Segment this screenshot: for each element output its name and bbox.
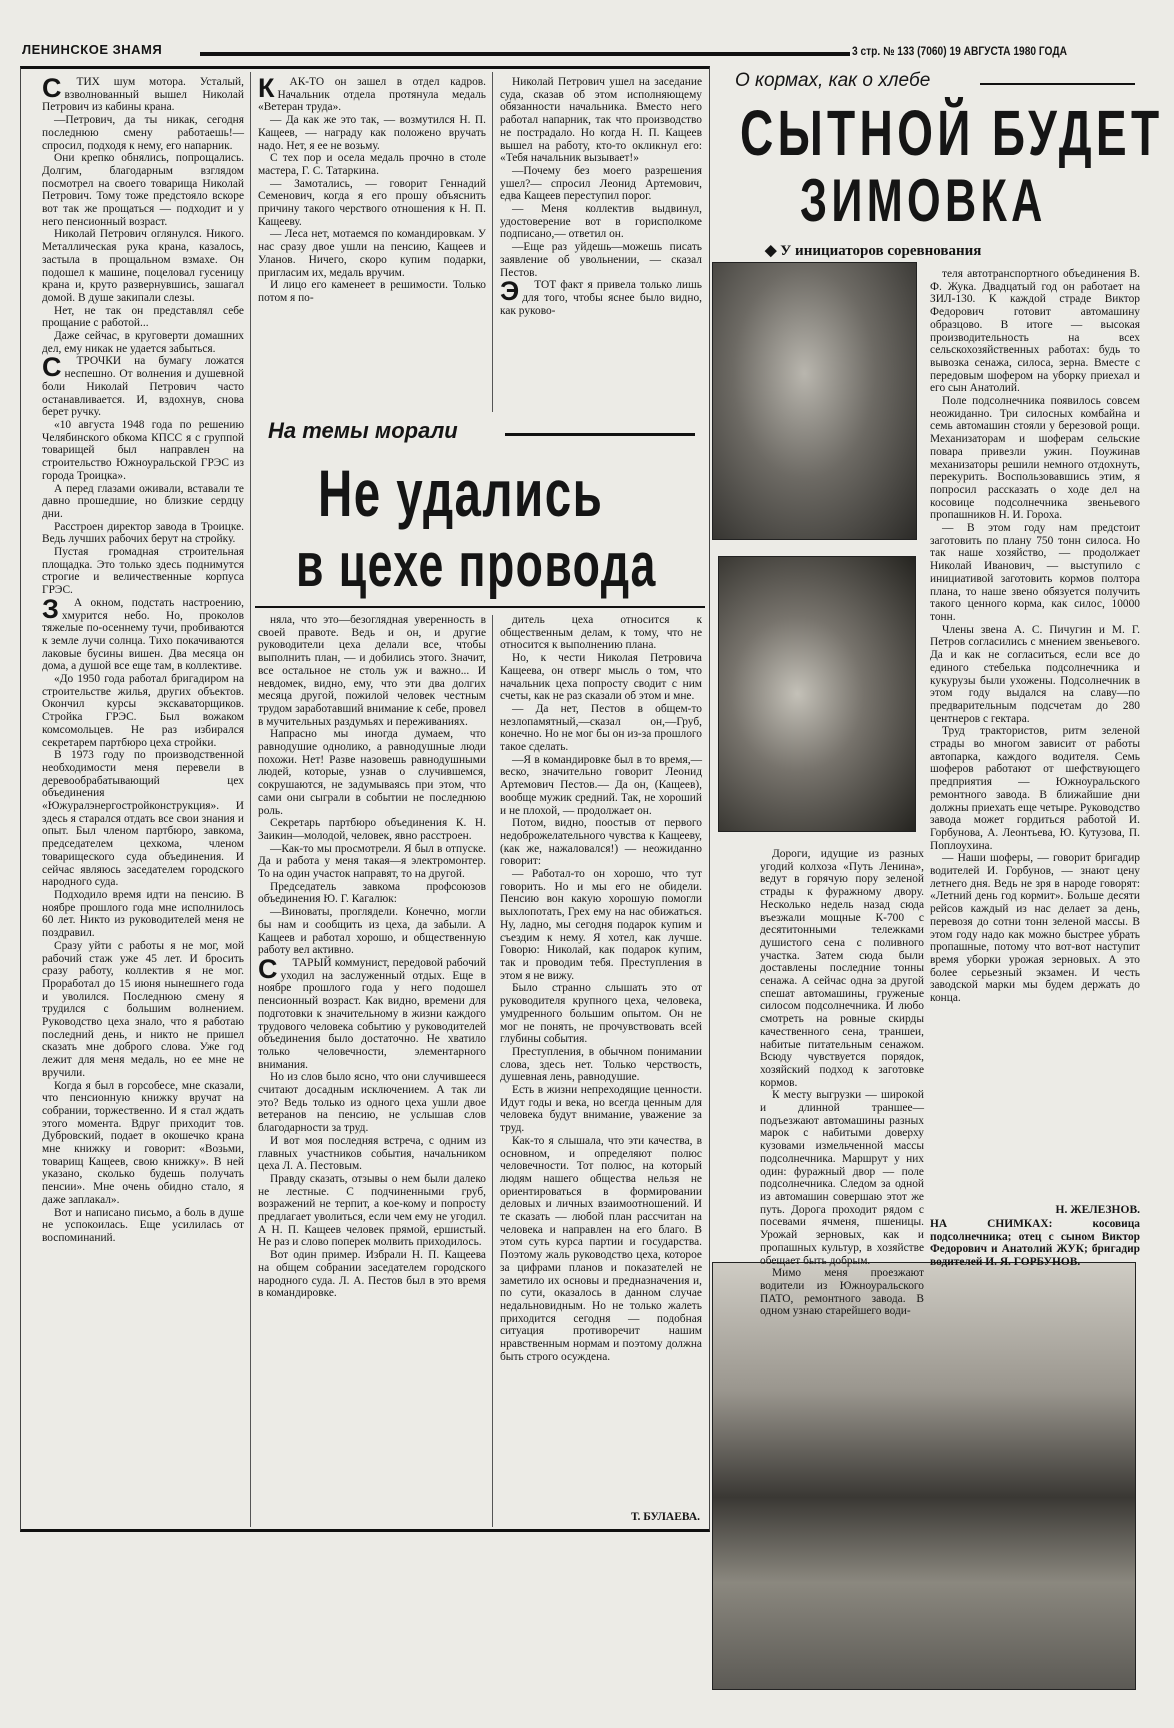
headline-line1: Не удались (318, 456, 604, 530)
paragraph: СТРОЧКИ на бумагу ложатся неспешно. От волнения и душевной боли Николай Петрович часто останавливается. И, вздохнув, снова берет ручку. (42, 352, 244, 419)
subheadline: ◆ У инициаторов соревнования (765, 243, 982, 259)
paragraph: Но из слов было ясно, что они случившееся считают досадным исключением. А так ли это? Ведь только из одного цеха ушли двое ветеранов на пенсию, не услышав слов благодарности за труд. (258, 1071, 486, 1135)
paragraph: Правду сказать, отзывы о нем были далеко не лестные. С подчиненными груб, возражений не терпит, а кое-кому и попросту предлагает уволиться, если чем ему не угодил. А Н. П. Кащеев человек прямой, ершистый. Не раз и слово поперек молвить приходилось. (258, 1172, 486, 1249)
paragraph: СТИХ шум мотора. Усталый, взволнованный вышел Николай Петрович из кабины крана. (42, 73, 244, 114)
paragraph: Есть в жизни непреходящие ценности. Идут годы и века, но всегда ценным для человека будут внимание, уважение за труд. (500, 1084, 702, 1135)
paragraph: —Я в командировке был в то время,— веско, значительно говорит Леонид Артемович Пестов.— Да он, (Кащеев), вообще мужик средний. Так, не хороший и не плохой, — продолжает он. (500, 753, 702, 817)
paragraph: В 1973 году по производственной необходимости меня перевели в деревообрабатывающий цех объединения «Южуралэнергостройконструкция». И здесь я старался отдать все свои знания и опыт. Был членом партбюро, завкома, председателем цехкома, членом товарищеского суда объединения. И сейчас являюсь заседателем городского народного суда. (42, 749, 244, 889)
paragraph: Когда я был в горсобесе, мне сказали, что пенсионную книжку вручат на собрании, торжественно. И я стал ждать этого момента. Вдруг приходит тов. Дубровский, подает в окошечко крана мне книжку и говорит: «Возьми, товарищ Кащеев, свою книжку». В ней указано, сколько будешь получать пенсии». Мне очень обидно стало, я даже заплакал». (42, 1079, 244, 1206)
paragraph: Сразу уйти с работы я не мог, мой рабочий стаж уже 45 лет. И бросить сразу работу, коллектив я не мог. Проработал до 15 июня нынешнего года и уволился. Последнюю смену я трудился с большим волнением. Руководство цеха знало, что я работаю последний день, и никто не пришел сказать мне доброго слова. Уже год лежит для меня медаль, но ее мне не вручили. (42, 939, 244, 1079)
column-divider (492, 615, 493, 1527)
paragraph: — Замотались, — говорит Геннадий Семенович, когда я его прошу объяснить причину такого черствого отношения к Н. П. Кащееву. (258, 177, 486, 228)
paragraph: Труд трактористов, ритм зеленой страды во многом зависит от работы автопарка, каждого водителя. Семь шоферов работают от шефствующего предприятия — Южноуральского ремонтного завода. В ближайшие дни должны приехать еще четыре. Руководство завода может гордиться работой И. Горбунова, А. Леонтьева, Ю. Кутузова, П. Поплоухина. (930, 725, 1140, 852)
masthead-rule (200, 52, 850, 56)
paragraph: — В этом году нам предстоит заготовить по плану 750 тонн силоса. Но так наше хозяйство, — продолжает Николай Иванович, — выступило с инициативой заготовить кормов полтора плана, то наше звено обязуется получить такого ценного корма, как силос, 10000 тонн. (930, 522, 1140, 623)
paragraph: — Да как же это так, — возмутился Н. П. Кащеев, — награду как положено вручать надо. Нет, я ее не возьму. (258, 114, 486, 152)
paragraph: — Да нет, Пестов в общем-то незлопамятный,—сказал он,—Груб, конечно. Но не мог бы он из-за прошлого такое сделать. (500, 702, 702, 754)
paragraph: А перед глазами оживали, вставали те давно прошедшие, но близкие сердцу дни. (42, 482, 244, 520)
paragraph: Вот и написано письмо, а боль в душе не успокоилась. Еще усилилась от воспоминаний. (42, 1206, 244, 1244)
photo-father-and-son (712, 262, 917, 540)
paragraph: Председатель завкома профсоюзов объединения Ю. Г. Кагалюк: (258, 880, 486, 906)
right-col-middle (760, 848, 924, 1318)
paragraph: Расстроен директор завода в Троицке. Ведь лучших рабочих берут на стройку. (42, 520, 244, 546)
column-divider (492, 72, 493, 412)
left-col2-top (258, 73, 486, 305)
paragraph: —Еще раз уйдешь—можешь писать заявление об увольнении, — сказал Пестов. (500, 241, 702, 279)
headline-line1: СЫТНОЙ БУДЕТ (740, 97, 1164, 169)
rubric-rule (505, 433, 695, 436)
paragraph: Секретарь партбюро объединения К. Н. Заикин—молодой, человек, явно расстроен. (258, 817, 486, 842)
paragraph: «До 1950 года работал бригадиром на строительстве жилья, других объектов. Окончил курсы экскаваторщиков. Стройка ГРЭС. Был вожаком комсомольцев. Не раз избирался секретарем партбюро цеха стройки. (42, 673, 244, 749)
paragraph: — Наши шоферы, — говорит бригадир водителей И. Горбунов, — знают цену летнего дня. Ведь не зря в народе говорят: «Летний день год кормит». Больше десяти рейсов каждый из нас делает за день, перевозя до сотни тонн зеленой массы. В этом году надо как можно быстрее убрать пропашные, потому что вот-вот наступит время уборки урожая зерновых. А это более серьезный экзамен. И честь заводской марки мы будем держать до конца. (930, 852, 1140, 1005)
paragraph: «10 августа 1948 года по решению Челябинского обкома КПСС я с группой товарищей был направлен на строительство Южноуральской ГРЭС из города Троицка». (42, 418, 244, 482)
paragraph: ЭТОТ факт я привела только лишь для того, чтобы яснее было видно, как руково- (500, 276, 702, 317)
author-signature: Н. ЖЕЛЕЗНОВ. (1055, 1204, 1140, 1216)
rubric: О кормах, как о хлебе (735, 70, 931, 91)
paragraph: К месту выгрузки — широкой и длинной траншее—подъезжают автомашины разных марок с набитыми доверху кузовами измельченной массы подсолнечника. Маршрут у них один: фуражный двор — поле подсолнечника. Следом за одной из автомашин совершаю этот же путь. Дорога проходит рядом с посевами ячменя, пшеницы. Урожай зерновых, как и пропашных культур, в хозяйстве обещает быть добрым. (760, 1089, 924, 1267)
subhead-text: У инициаторов соревнования (780, 243, 982, 259)
paragraph: няла, что это—безоглядная уверенность в своей правоте. Ведь и он, и другие руководители цеха делали все, чтобы выполнить план, — и добились этого. Значит, все остальное не столь уж и важно... И невдомек, видно, ему, что эти два долгих месяца другой, пожилой человек честным трудом заработавший внимание к себе, провел в мучительных раздумьях и переживаниях. (258, 614, 486, 728)
rubric-rule (980, 83, 1135, 85)
paragraph: Потом, видно, поостыв от первого недоброжелательного чувства к Кащееву, (как же, нажаловался!) — неожиданно говорит: (500, 817, 702, 868)
paragraph: Пустая громадная строительная площадка. Это только здесь поднимутся строгие и величественные корпуса ГРЭС. (42, 546, 244, 597)
paragraph: Они крепко обнялись, попрощались. Долгим, благодарным взглядом посмотрел на своего товарища Николай Петрович. Тому тоже предстояло вскоре вот так же прощаться — подходит и у него пенсионный возраст. (42, 152, 244, 228)
paragraph: —Как-то мы просмотрели. Я был в отпуске. Да и работа у меня такая—я электромонтер. То на один участок направят, то на другой. (258, 842, 486, 881)
headline-line2: ЗИМОВКА (800, 167, 1047, 234)
paragraph: —Почему без моего разрешения ушел?— спросил Леонид Артемович, едва Кащеев переступил порог. (500, 164, 702, 203)
masthead-title: ЛЕНИНСКОЕ ЗНАМЯ (22, 42, 163, 57)
paragraph: — Меня коллектив выдвинул, удостоверение вот в горисполкоме подписано,— ответил он. (500, 203, 702, 241)
left-col3-top (500, 76, 702, 317)
paragraph: Николай Петрович ушел на заседание суда, сказав об этом исполняющему обязанности начальника. Вместо него работал напарник, так что производство не пострадало. Но когда Н. П. Кащеев вышел на работу, кто-то окликнул его: «Тебя начальник вызывает!» (500, 76, 702, 165)
paragraph: Подходило время идти на пенсию. В ноябре прошлого года мне исполнилось 60 лет. Никто из руководителей меня не поздравил. (42, 889, 244, 940)
paragraph: —Виноваты, проглядели. Конечно, могли бы нам и сообщить из цеха, да забыли. А Кащеев и работал хорошо, и общественную работу вел активно. (258, 906, 486, 957)
paragraph: ЗА окном, подстать настроению, хмурится небо. Но, проколов тяжелые по-осеннему тучи, пробиваются к земле лучи солнца. Тихо покачиваются лаковые бусины вишен. Два месяца он дома, а душой все еще там, в коллективе. (42, 593, 244, 673)
paragraph: Даже сейчас, в круговерти домашних дел, ему никак не удается забыться. (42, 330, 244, 355)
paragraph: Преступления, в обычном понимании слова, здесь нет. Только черствость, душевная лень, равнодушие. (500, 1045, 702, 1084)
left-col1 (42, 73, 244, 1245)
paragraph: — Работал-то он хорошо, что тут говорить. Но и мы его не обидели. Пенсию вон какую хорошую помогли выхлопотать, Грех ему на нас обижаться. Ну, ладно, мы сегодня подарок купим и съездим к нему. Я хотел, как лучше. Говорю: Николай, как подарок купим, так и проводим тебя. Преступления в этом я не вижу. (500, 868, 702, 982)
photo-caption: НА СНИМКАХ: косовица подсолнечника; отец с сыном Виктор Федорович и Анатолий ЖУК; бригадир водителей И. Я. ГОРБУНОВ. (930, 1218, 1140, 1269)
paragraph: — Леса нет, мотаемся по командировкам. У нас сразу двое ушли на пенсию, Кащеев и Уланов. Ничего, скоро купим подарки, пригласим их, медаль вручим. (258, 228, 486, 279)
column-divider (250, 72, 251, 1527)
paragraph: Николай Петрович оглянулся. Никого. Металлическая рука крана, казалось, застыла в прощальном взмахе. Он подошел к машине, поцеловал гусеницу крана и, круто развернувшись, зашагал домой. В душе закипали слезы. (42, 228, 244, 304)
headline-rule (255, 606, 705, 608)
photo-brigadier-portrait (718, 556, 916, 832)
paragraph: Члены звена А. С. Пичугин и М. Г. Петров согласились с мнением звеньевого. Да и как не согласиться, если все до единого стебелька подсолнечника и кукурузы были ухожены. Подсолнечник в этом году выдался на славу—по предварительным подсчетам до 280 центнеров с гектара. (930, 623, 1140, 725)
paragraph: Как-то я слышала, что эти качества, в основном, и определяют полюс человечности. Тот полюс, на который людям нашего общества нельзя не ориентироваться в формировании деловых и личных взаимоотношений. И те сказать — любой план рассчитан на человека и направлен на его благо. В этом суть курса партии и государства. Поэтому жаль руководство цеха, которое за цифрами планов и показателей не заметило их основы и предназначения и, по сути, оказалось в данном случае недальновидным. Но не только жалеть приходится сегодня — подобная ситуация противоречит нашим нравственным нормам и поэтому должна быть строго осуждена. (500, 1134, 702, 1363)
paragraph: Напрасно мы иногда думаем, что равнодушие однолико, а равнодушные люди похожи. Нет! Разве назовешь равнодушными людей, которые, узнав о случившемся, сокрушаются, не задумываясь при этом, что сами они сыграли в событии не последнюю роль. (258, 728, 486, 817)
paragraph: Дороги, идущие из разных угодий колхоза «Путь Ленина», ведут в горячую пору зеленой страды к фуражному двору. Несколько недель назад сюда въезжали мощные К-700 с десятитонными тележками душистого сена с поливного участка. Затем сюда были доставлены последние тонны сенажа. А сейчас одна за другой спешат автомашины, груженые силосом подсолнечника. И любо смотреть на ровные скирды качественного сена, траншеи, набитые питательным сенажом. Всюду чувствуется порядок, хозяйский подход к заготовке кормов. (760, 848, 924, 1089)
author-signature: Т. БУЛАЕВА. (630, 1511, 700, 1523)
paragraph: Нет, не так он представлял себе прощание с работой... (42, 304, 244, 330)
paragraph: И лицо его каменеет в решимости. Только потом я по- (258, 279, 486, 304)
paragraph: Вот один пример. Избрали Н. П. Кащеева на общем собрании заседателем городского народного суда. Л. А. Пестов был в это время в командировке. (258, 1249, 486, 1300)
rubric: На темы морали (268, 418, 458, 443)
paragraph: дитель цеха относится к общественным делам, к тому, что не относится к выполнению плана. (500, 614, 702, 652)
left-col2-bottom (258, 614, 486, 1300)
paragraph: Но, к чести Николая Петровича Кащеева, он отверг мысль о том, что начальник цеха попросту сводит с ним счеты, как не раз сказали об этом и мне. (500, 652, 702, 703)
paragraph: И вот моя последняя встреча, с одним из главных участников события, начальником цеха Л. А. Пестовым. (258, 1134, 486, 1173)
paragraph: Поле подсолнечника появилось совсем неожиданно. Три силосных комбайна и семь автомашин стояли у березовой рощи. Механизаторам и шоферам сельские повара привезли ужин. Поужинав механизаторы решили немного отдохнуть, перекурить. Воспользовавшись этим, я попросил рассказать о ходе дел на косовице подсолнечника звеньевого пропашников Н. И. Гороха. (930, 395, 1140, 522)
paragraph: С тех пор и осела медаль прочно в столе мастера, Г. С. Татаркина. (258, 152, 486, 177)
headline-line2: в цехе провода (296, 531, 657, 600)
photo-sunflower-harvest (712, 1262, 1136, 1690)
paragraph: теля автотранспортного объединения В. Ф. Жука. Двадцатый год он работает на ЗИЛ-130. К каждой страде Виктор Федорович готовит автомашину образцово. В итоге — высокая производительность на всех сельскохозяйственных работах: будь то вывозка сенажа, силоса, зерна. Вместе с передовым шофером на уборку приехал и его сын Анатолий. (930, 268, 1140, 395)
right-col-right (930, 268, 1140, 1005)
paragraph: Мимо меня проезжают водители из Южноуральского ПАТО, ремонтного завода. В одном узнаю старейшего води- (760, 1267, 924, 1318)
left-col3-bottom (500, 614, 702, 1363)
paragraph: —Петрович, да ты никак, сегодня последнюю смену работаешь!— спросил, подходя к нему, его напарник. (42, 114, 244, 152)
issue-info: 3 стр. № 133 (7060) 19 АВГУСТА 1980 ГОДА (852, 44, 1067, 58)
paragraph: КАК-ТО он зашел в отдел кадров. Начальник отдела протянула медаль «Ветеран труда». (258, 73, 486, 114)
paragraph: Было странно слышать это от руководителя крупного цеха, человека, умудренного большим опытом. Он не мог не понять, не прочувствовать всей глубины события. (500, 982, 702, 1046)
paragraph: СТАРЫЙ коммунист, передовой рабочий уходил на заслуженный отдых. Еще в ноябре прошлого года у него подошел пенсионный возраст. Как видно, времени для подготовки к значительному в жизни каждого трудового человека событию у руководителей объединения было достаточно. Не хватило только человечности, элементарного внимания. (258, 953, 486, 1071)
